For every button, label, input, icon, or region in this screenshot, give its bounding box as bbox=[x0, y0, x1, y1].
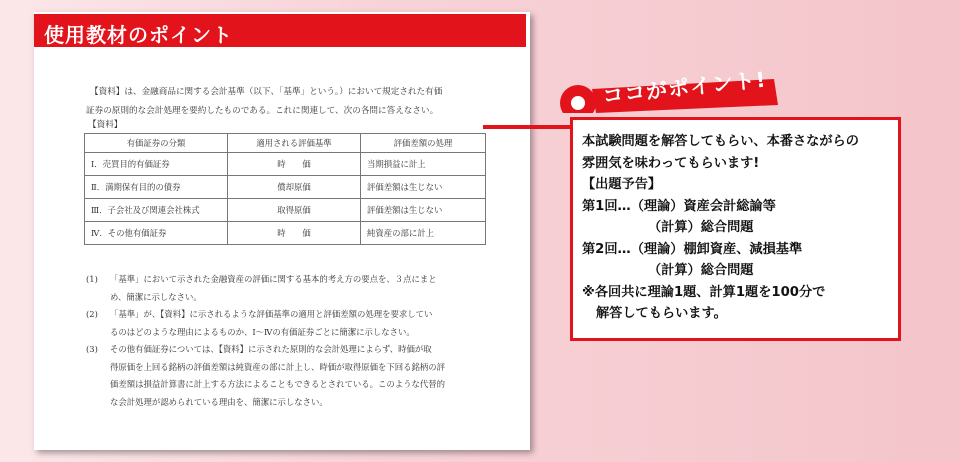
table-cell: 時 価 bbox=[228, 153, 361, 176]
callout-line: 本試験問題を解答してもらい、本番さながらの bbox=[582, 134, 859, 149]
callout-line: （計算）総合問題 bbox=[648, 263, 754, 278]
point-tag-label: ココがポイント! bbox=[601, 67, 768, 109]
table-header: 評価差額の処理 bbox=[361, 134, 486, 153]
question-line: 「基準」が、【資料】に示されるような評価基準の適用と評価差額の処理を要求してい bbox=[110, 309, 433, 319]
table-cell: Ⅲ．子会社及び関連会社株式 bbox=[85, 199, 228, 222]
question-line: な会計処理が認められている理由を、簡潔に示しなさい。 bbox=[110, 396, 328, 407]
question-line: その他有価証券については、【資料】に示された原則的な会計処理によらず、時価が取 bbox=[110, 344, 432, 354]
question-item bbox=[86, 341, 494, 411]
table-cell: 当期損益に計上 bbox=[361, 153, 486, 176]
question-line: 「基準」において示された金融資産の評価に関する基本的考え方の要点を、３点にまと bbox=[110, 274, 437, 284]
question-number: (3) bbox=[86, 344, 98, 354]
table-cell: 時 価 bbox=[228, 222, 361, 245]
table-cell: 評価差額は生じない bbox=[361, 176, 486, 199]
question-line: 価差額は損益計算書に計上する方法によることもできるとされている。このような代替的 bbox=[110, 379, 445, 389]
table-row bbox=[85, 199, 486, 222]
callout-line: 解答してもらいます。 bbox=[596, 306, 727, 321]
table-row bbox=[85, 153, 486, 176]
callout-text bbox=[582, 131, 897, 325]
callout-line: 【出題予告】 bbox=[582, 177, 662, 192]
page-title: 使用教材のポイント bbox=[44, 23, 233, 47]
callout-line: 雰囲気を味わってもらいます! bbox=[582, 155, 760, 171]
table-cell: Ⅳ．その他有価証券 bbox=[85, 222, 228, 245]
table-row bbox=[85, 176, 486, 199]
callout-line: 第1回…（理論）資産会計総論等 bbox=[582, 198, 776, 214]
securities-table bbox=[84, 133, 486, 245]
table-header: 適用される評価基準 bbox=[228, 134, 361, 153]
table-cell: Ⅰ．売買目的有価証券 bbox=[85, 153, 228, 176]
table-cell: 評価差額は生じない bbox=[361, 199, 486, 222]
question-item bbox=[86, 306, 494, 341]
reference-label: 【資料】 bbox=[88, 120, 123, 130]
question-item bbox=[86, 271, 494, 306]
question-list bbox=[86, 271, 494, 411]
callout-line: ※各回共に理論1題、計算1題を100分で bbox=[582, 284, 826, 300]
intro-line: 【資料】は、金融商品に関する会計基準（以下、「基準」という。）において規定された有価 bbox=[90, 87, 443, 97]
callout-line: （計算）総合問題 bbox=[648, 220, 754, 235]
callout-line: 第2回…（理論）棚卸資産、減損基準 bbox=[582, 241, 803, 257]
question-line: るのはどのような理由によるものか、Ⅰ～Ⅳの有価証券ごとに簡潔に示しなさい。 bbox=[110, 326, 415, 337]
table-header-row bbox=[85, 134, 486, 153]
question-line: め、簡潔に示しなさい。 bbox=[110, 291, 202, 302]
question-line: 得原価を上回る銘柄の評価差額は純資産の部に計上し、時価が取得原価を下回る銘柄の評 bbox=[110, 361, 445, 372]
table-header: 有価証券の分類 bbox=[85, 134, 228, 153]
intro-text bbox=[86, 83, 486, 121]
callout-connector bbox=[483, 125, 575, 129]
table-row bbox=[85, 222, 486, 245]
table-cell: 純資産の部に計上 bbox=[361, 222, 486, 245]
question-number: (2) bbox=[86, 309, 98, 319]
table-cell: 償却原価 bbox=[228, 176, 361, 199]
table-cell: Ⅱ．満期保有目的の債券 bbox=[85, 176, 228, 199]
table-cell: 取得原価 bbox=[228, 199, 361, 222]
header-bar bbox=[34, 14, 526, 47]
intro-line: 証券の原則的な会計処理を要約したものである。これに関連して、次の各問に答えなさい。 bbox=[86, 106, 439, 116]
question-number: (1) bbox=[86, 274, 98, 284]
